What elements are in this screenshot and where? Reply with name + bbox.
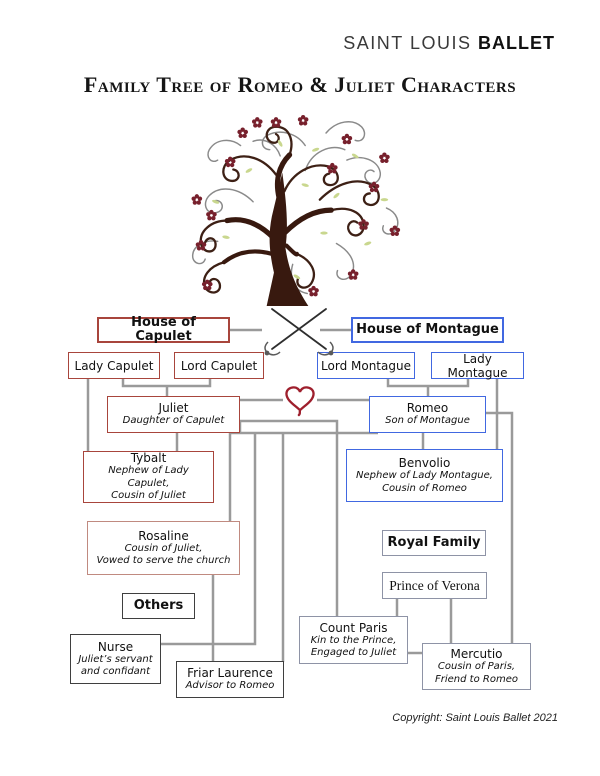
node-title: Nurse bbox=[97, 639, 134, 654]
logo-text-light: SAINT LOUIS bbox=[343, 33, 472, 53]
node-title: Benvolio bbox=[398, 456, 451, 470]
node-others bbox=[122, 593, 195, 619]
node-title: Mercutio bbox=[450, 647, 503, 661]
node-subtitle: Son of Montague bbox=[385, 415, 470, 427]
page-title: Family Tree of Romeo & Juliet Characters bbox=[83, 72, 517, 97]
node-subtitle: Vowed to serve the church bbox=[96, 555, 231, 566]
node-prince-of-verona bbox=[382, 572, 487, 599]
node-lady-montague bbox=[431, 352, 524, 379]
node-title: Romeo bbox=[406, 401, 449, 416]
node-house-of-montague bbox=[351, 317, 504, 343]
node-title: Friar Laurence bbox=[187, 666, 273, 681]
decorative-tree-image bbox=[178, 108, 422, 306]
node-subtitle: Nephew of Lady Montague, bbox=[356, 470, 493, 481]
node-title: Juliet bbox=[158, 401, 189, 416]
node-title: Royal Family bbox=[387, 535, 481, 550]
node-royal-family bbox=[382, 530, 486, 556]
node-subtitle: Advisor to Romeo bbox=[185, 680, 275, 692]
tree-leaves bbox=[212, 139, 389, 280]
node-title: Others bbox=[133, 598, 184, 613]
node-title: Rosaline bbox=[138, 528, 189, 543]
node-subtitle: Juliet’s servant bbox=[78, 653, 153, 665]
node-title: Lord Capulet bbox=[180, 358, 258, 373]
node-title: Lord Montague bbox=[321, 358, 411, 373]
copyright-text: Copyright: Saint Louis Ballet 2021 bbox=[392, 712, 558, 724]
node-mercutio bbox=[422, 643, 531, 690]
node-title: Lady Montague bbox=[447, 351, 508, 380]
saint-louis-ballet-logo bbox=[343, 33, 555, 54]
node-rosaline bbox=[87, 521, 240, 575]
node-house-of-capulet bbox=[97, 317, 230, 343]
node-lord-montague bbox=[317, 352, 415, 379]
node-title: Tybalt bbox=[130, 451, 167, 466]
node-nurse bbox=[70, 634, 161, 684]
heart-icon bbox=[283, 386, 317, 417]
crossed-swords-icon bbox=[256, 306, 342, 356]
node-subtitle: Cousin of Juliet bbox=[111, 490, 186, 502]
node-count-paris bbox=[299, 616, 408, 664]
node-subtitle: Cousin of Romeo bbox=[382, 482, 467, 494]
node-title: House of Montague bbox=[356, 322, 499, 337]
node-subtitle: Nephew of Lady Capulet, bbox=[108, 465, 189, 489]
node-title: Count Paris bbox=[319, 620, 388, 635]
logo-text-bold: BALLET bbox=[478, 33, 555, 53]
node-subtitle: Kin to the Prince, bbox=[310, 634, 397, 646]
node-subtitle: Engaged to Juliet bbox=[310, 647, 397, 658]
node-lord-capulet bbox=[174, 352, 264, 379]
node-subtitle: Cousin of Paris, bbox=[437, 661, 516, 672]
node-benvolio bbox=[346, 449, 503, 502]
node-juliet bbox=[107, 396, 240, 433]
node-lady-capulet bbox=[68, 352, 160, 379]
node-romeo bbox=[369, 396, 486, 433]
node-subtitle: Cousin of Juliet, bbox=[124, 542, 203, 554]
node-subtitle: and confidant bbox=[80, 666, 151, 677]
node-title: Lady Capulet bbox=[74, 358, 154, 373]
node-tybalt bbox=[83, 451, 214, 503]
node-subtitle: Daughter of Capulet bbox=[122, 415, 225, 427]
node-subtitle: Friend to Romeo bbox=[435, 673, 518, 685]
node-friar-laurence bbox=[176, 661, 284, 698]
node-title: Prince of Verona bbox=[389, 577, 480, 593]
node-title: House of Capulet bbox=[131, 315, 196, 344]
